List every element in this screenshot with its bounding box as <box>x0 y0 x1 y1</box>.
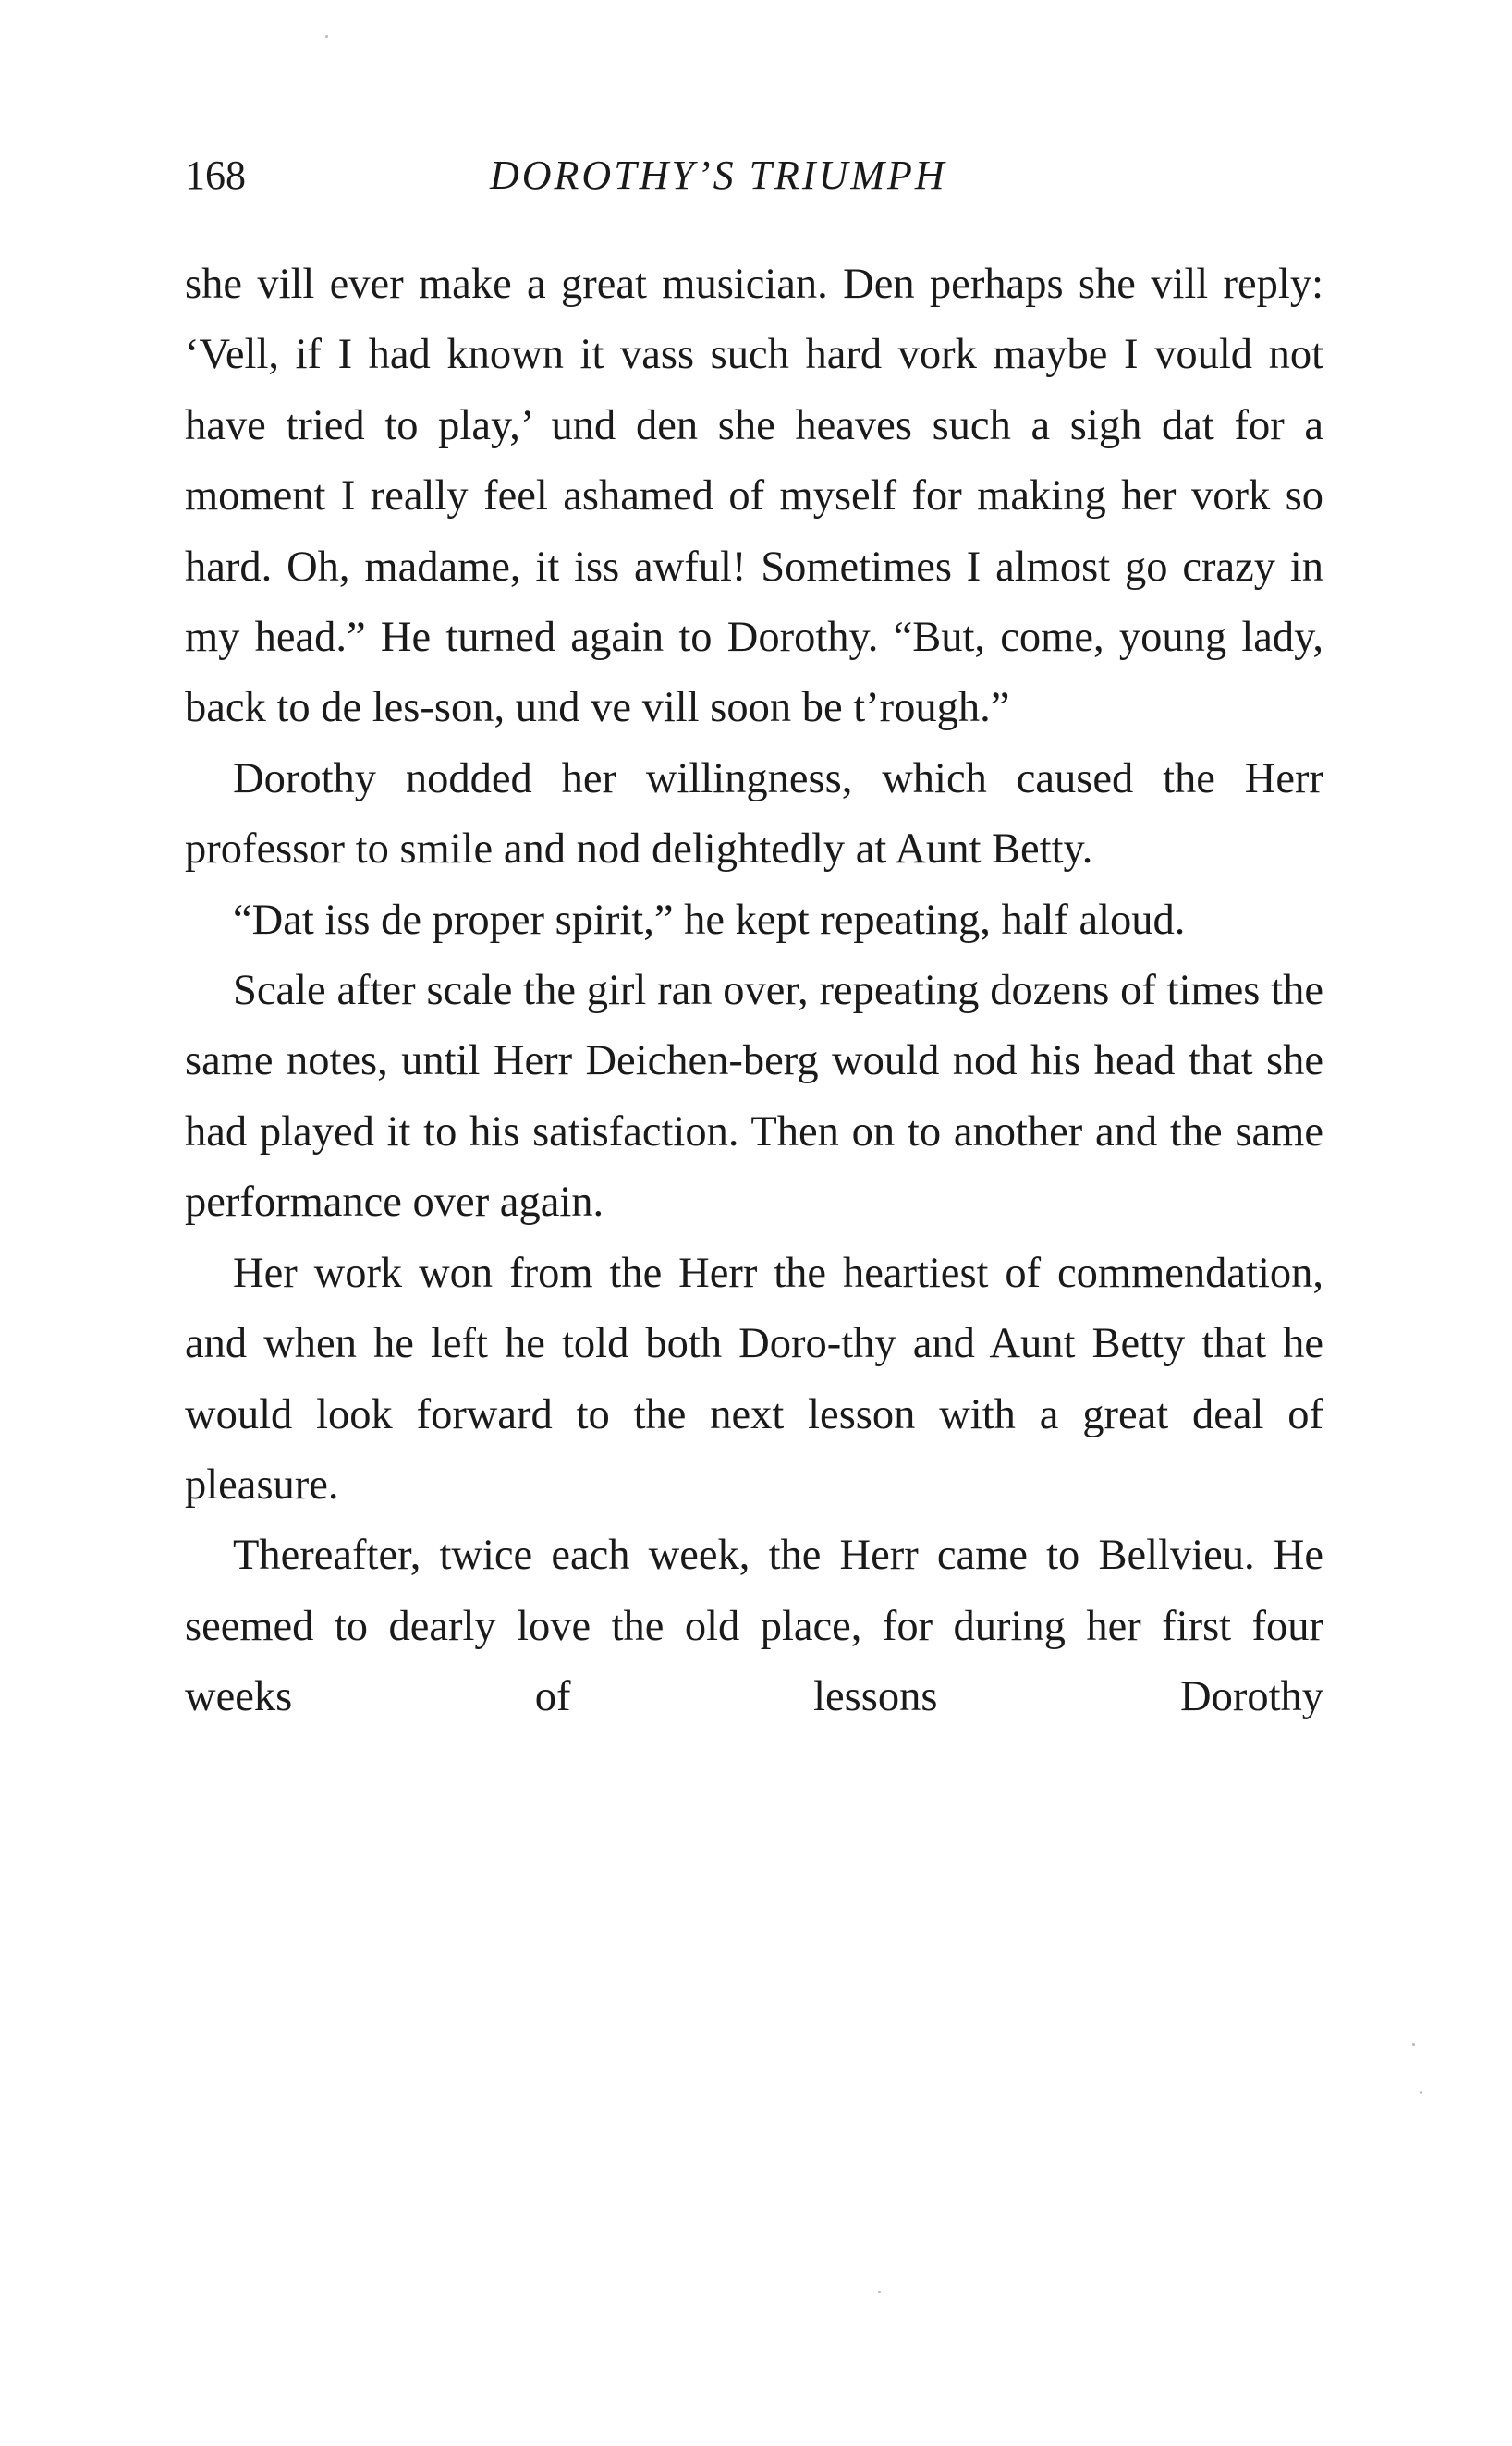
running-head <box>185 150 1323 202</box>
running-title: DOROTHY’S TRIUMPH <box>490 153 947 198</box>
paragraph-3: “Dat iss de proper spirit,” he kept repeating, half aloud. <box>233 896 1186 944</box>
scan-speck <box>325 35 328 38</box>
paragraph-4: Scale after scale the girl ran over, repeating dozens of times the same notes, until Herr Deichen-berg would nod his head that she had played it to his satisfaction. Then on to another and the same performance over again. <box>185 967 1323 1227</box>
scan-speck <box>1420 2091 1422 2094</box>
paragraph-6: Thereafter, twice each week, the Herr came to Bellvieu. He seemed to dearly love the old place, for during her first four weeks of lessons Dorothy <box>185 1532 1323 1721</box>
paragraph-1: she vill ever make a great musician. Den perhaps she vill reply: ‘Vell, if I had known it vass such hard vork maybe I vould not have tried to play,’ und den she heaves such a sigh dat for a moment I really feel ashamed of myself for making her vork so hard. Oh, madame, it iss awful! Sometimes I almost go crazy in my head.” He turned again to Dorothy. “But, come, young lady, back to de les-son, und ve vill soon be t’rough.” <box>185 261 1323 732</box>
scan-speck <box>878 2291 881 2293</box>
body-text <box>185 250 1323 1733</box>
page-number: 168 <box>185 153 246 198</box>
scan-speck <box>1412 2043 1415 2046</box>
paragraph-2: Dorothy nodded her willingness, which caused the Herr professor to smile and nod delightedly at Aunt Betty. <box>185 754 1323 874</box>
paragraph-5: Her work won from the Herr the heartiest of commendation, and when he left he told both Doro-thy and Aunt Betty that he would look forward to the next lesson with a great deal of pleasure. <box>185 1249 1323 1509</box>
